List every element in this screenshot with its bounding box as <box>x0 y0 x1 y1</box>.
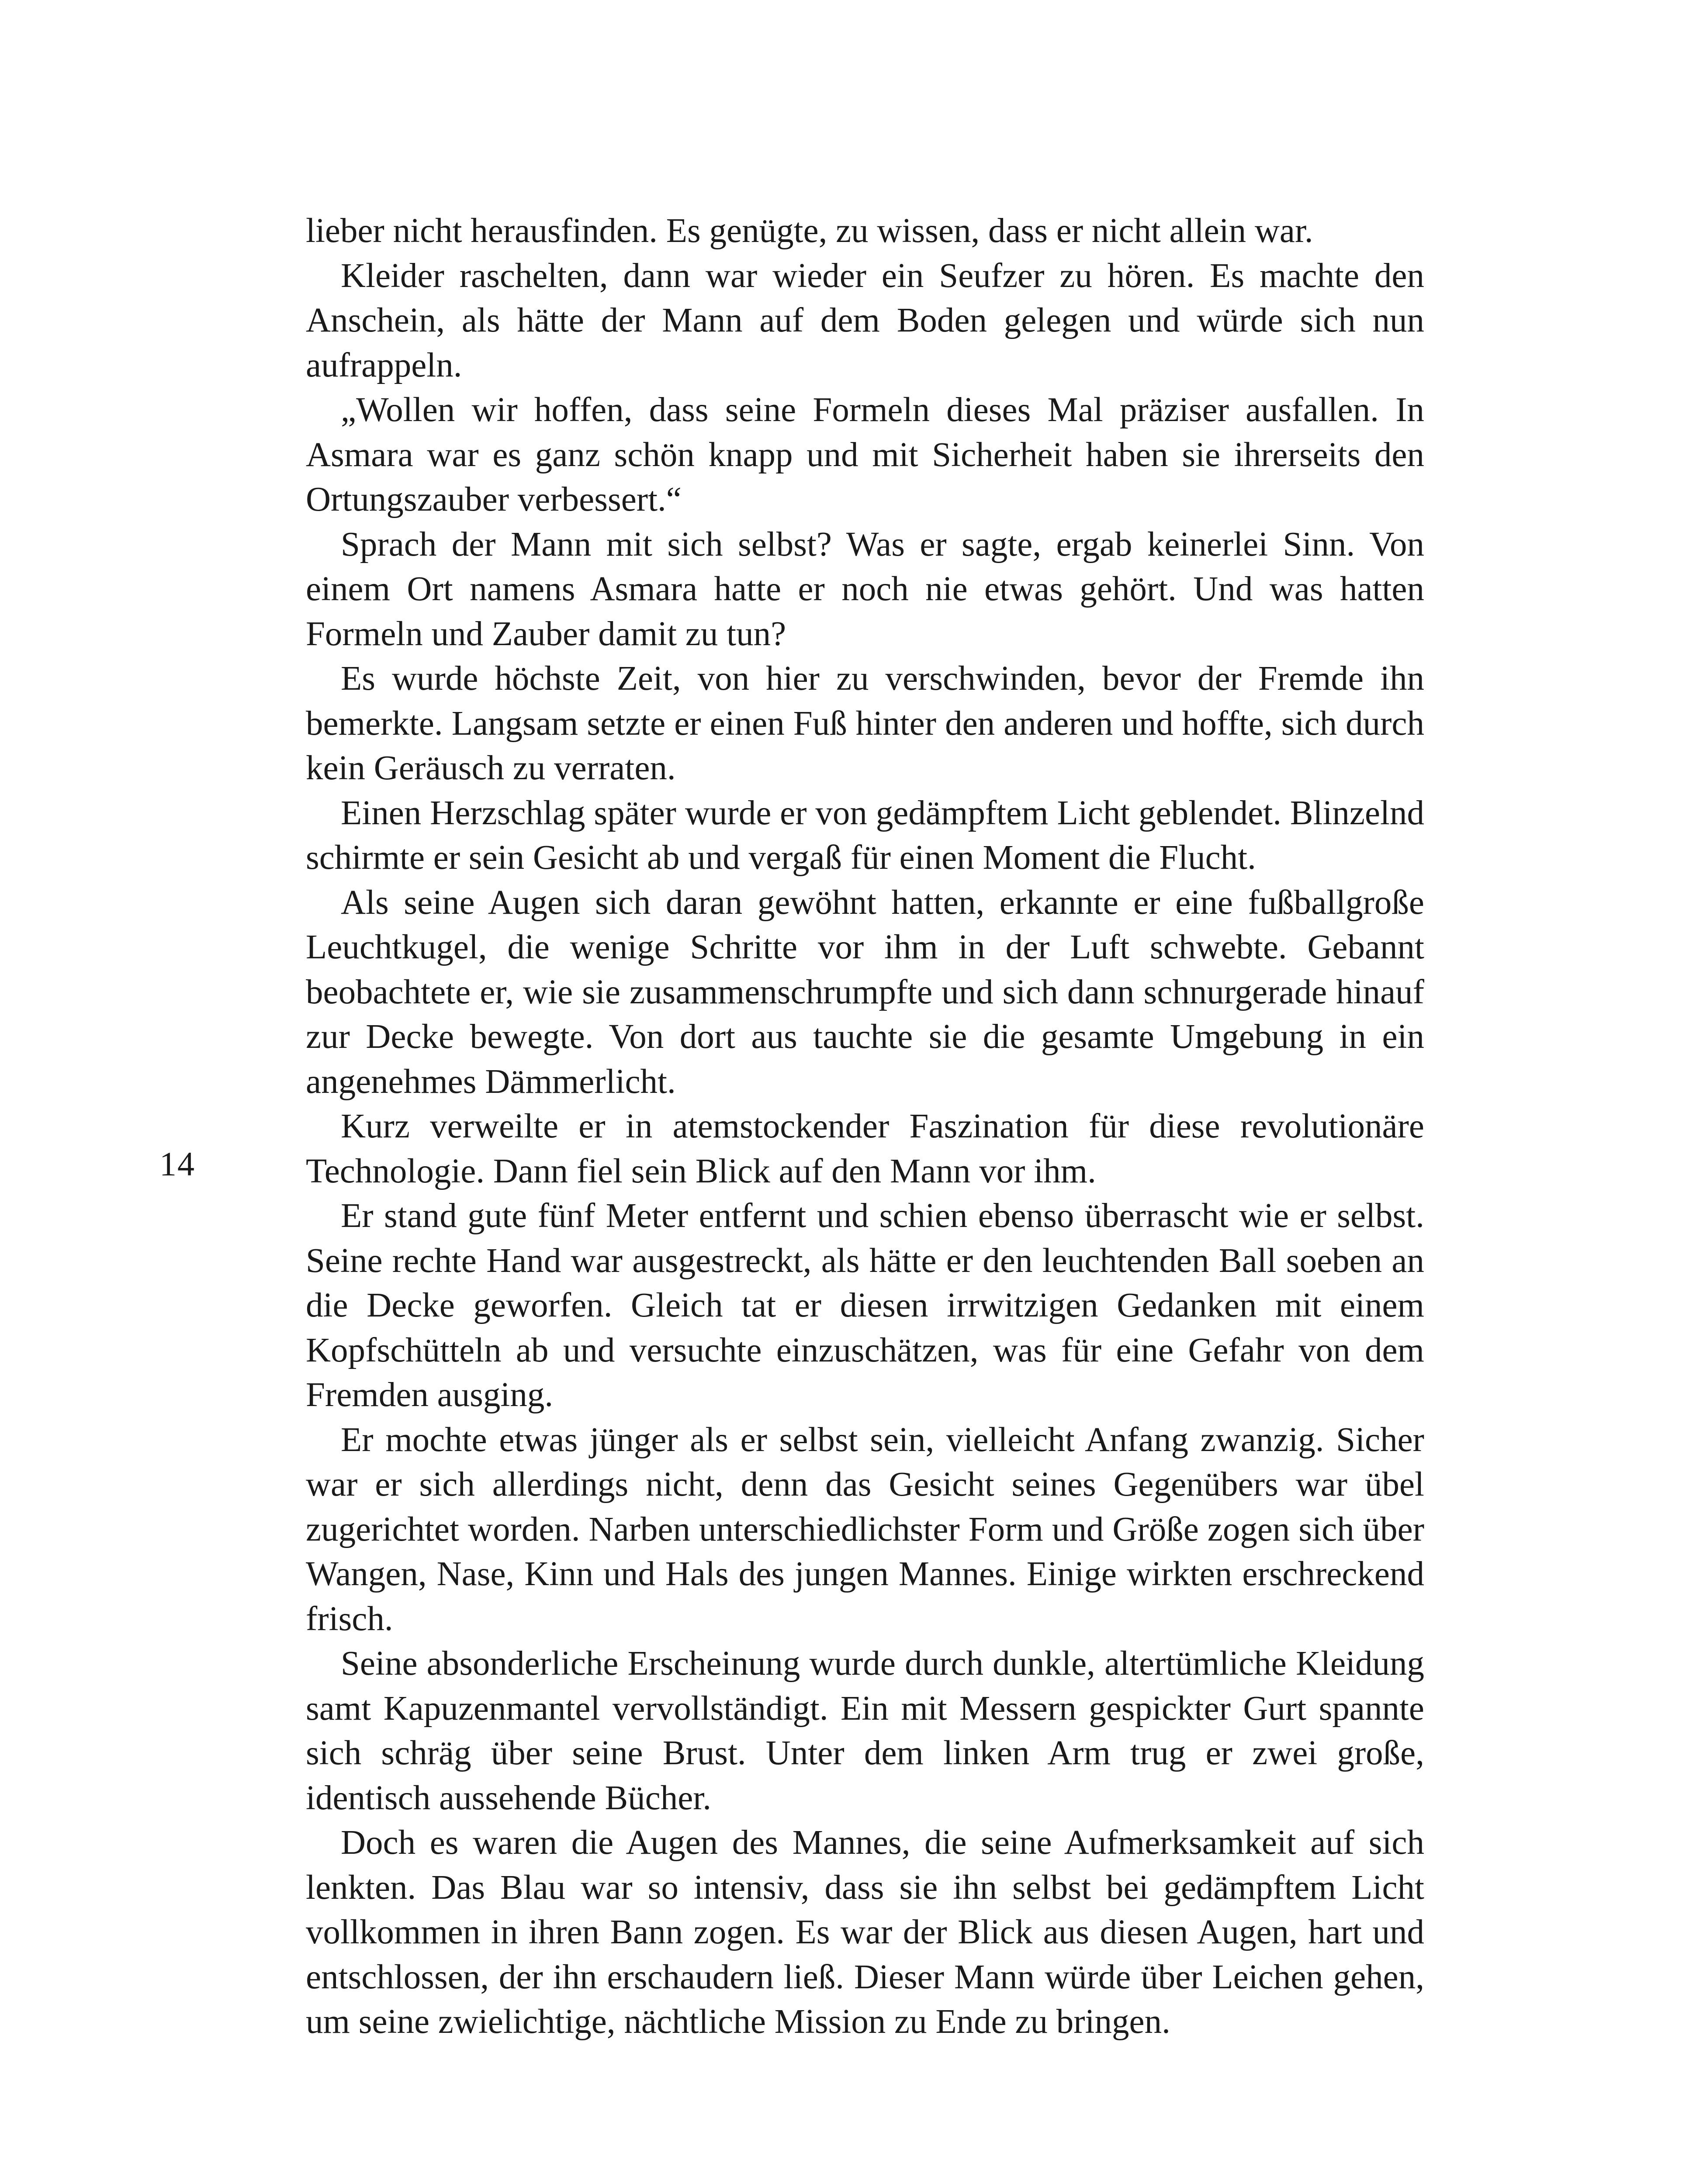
paragraph-6: Einen Herzschlag später wurde er von gedämpftem Licht geblendet. Blinzelnd schirmte er sein Gesicht ab und vergaß für einen Moment die Flucht. <box>306 794 1424 877</box>
paragraph-3: „Wollen wir hoffen, dass seine Formeln dieses Mal präziser ausfallen. In Asmara war es ganz schön knapp und mit Sicherheit haben sie ihrerseits den Ortungszauber verbessert.“ <box>306 391 1424 518</box>
paragraph-9: Er stand gute fünf Meter entfernt und schien ebenso überrascht wie er selbst. Seine rechte Hand war ausgestreckt, als hätte er den leuchtenden Ball soeben an die Decke geworfen. Gleich tat er diesen irrwitzigen Gedanken mit einem Kopfschütteln ab und versuchte einzuschätzen, was für eine Gefahr von dem Fremden ausging. <box>306 1197 1424 1414</box>
paragraph-4: Sprach der Mann mit sich selbst? Was er sagte, ergab keinerlei Sinn. Von einem Ort namens Asmara hatte er noch nie etwas gehört. Und was hatten Formeln und Zauber damit zu tun? <box>306 525 1424 653</box>
paragraph-12: Doch es waren die Augen des Mannes, die seine Aufmerksamkeit auf sich lenkten. Das Blau war so intensiv, dass sie ihn selbst bei gedämpftem Licht vollkommen in ihren Bann zogen. Es war der Blick aus diesen Augen, hart und entschlossen, der ihn erschaudern ließ. Dieser Mann würde über Leichen gehen, um seine zwielichtige, nächtliche Mission zu Ende zu bringen. <box>306 1824 1424 2041</box>
body-text <box>306 209 1424 2045</box>
paragraph-7: Als seine Augen sich daran gewöhnt hatten, erkannte er eine fußballgroße Leuchtkugel, die wenige Schritte vor ihm in der Luft schwebte. Gebannt beobachtete er, wie sie zusammenschrumpfte und sich dann schnurgerade hinauf zur Decke bewegte. Von dort aus tauchte sie die gesamte Umgebung in ein angenehmes Dämmerlicht. <box>306 883 1424 1101</box>
page-number: 14 <box>159 1145 195 1183</box>
paragraph-5: Es wurde höchste Zeit, von hier zu verschwinden, bevor der Fremde ihn bemerkte. Langsam setzte er einen Fuß hinter den anderen und hoffte, sich durch kein Geräusch zu verraten. <box>306 660 1424 787</box>
paragraph-1: lieber nicht herausfinden. Es genügte, zu wissen, dass er nicht allein war. <box>306 212 1313 250</box>
paragraph-8: Kurz verweilte er in atemstockender Faszination für diese revolutionäre Technologie. Dann fiel sein Blick auf den Mann vor ihm. <box>306 1107 1424 1190</box>
paragraph-2: Kleider raschelten, dann war wieder ein Seufzer zu hören. Es machte den Anschein, als hätte der Mann auf dem Boden gelegen und würde sich nun aufrappeln. <box>306 256 1424 384</box>
paragraph-10: Er mochte etwas jünger als er selbst sein, vielleicht Anfang zwanzig. Sicher war er sich allerdings nicht, denn das Gesicht seines Gegenübers war übel zugerichtet worden. Narben unterschiedlichster Form und Größe zogen sich über Wangen, Nase, Kinn und Hals des jungen Mannes. Einige wirkten erschreckend frisch. <box>306 1420 1424 1638</box>
paragraph-11: Seine absonderliche Erscheinung wurde durch dunkle, altertümliche Kleidung samt Kapuzenmantel vervollständigt. Ein mit Messern gespickter Gurt spannte sich schräg über seine Brust. Unter dem linken Arm trug er zwei große, identisch aussehende Bücher. <box>306 1645 1424 1817</box>
